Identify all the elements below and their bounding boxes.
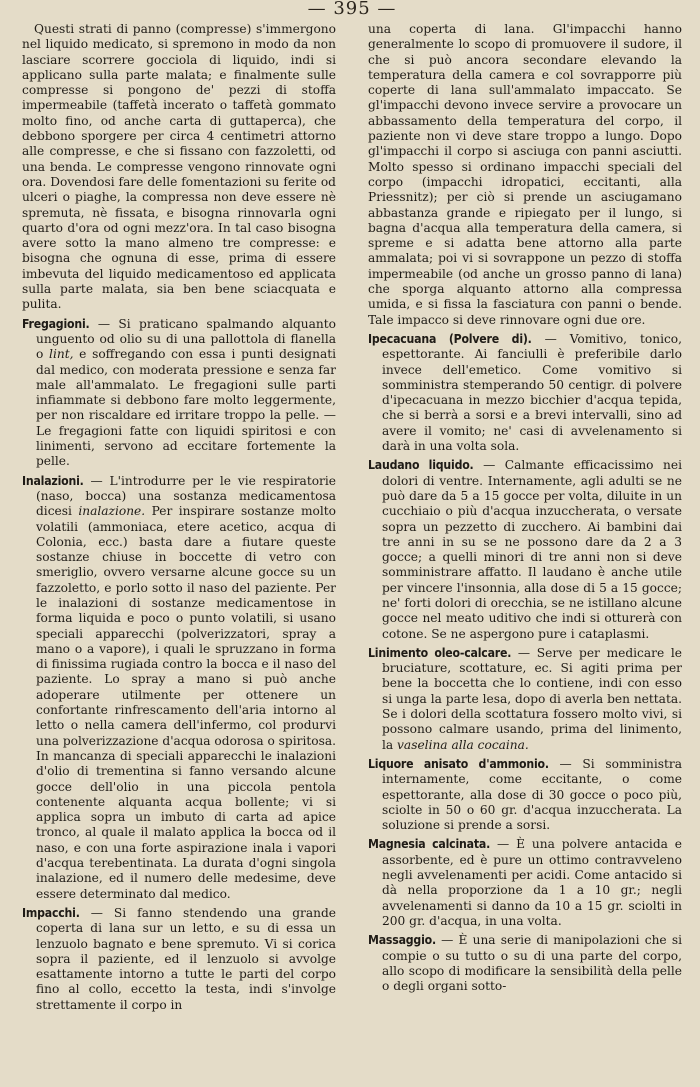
entry-term: Liquore anisato d'ammonio. <box>368 756 549 771</box>
entry-term: Magnesia calcinata. <box>368 837 491 852</box>
entry-text: e soffregando con essa i punti designati dal medico, con moderata pressione e senza far male all'ammalato. Le fregagioni sulle parti infiammate si debbono fare molto leggermente, per non riscaldare ed irritare troppo la pelle. — Le fregagioni fatte con liquidi spiritosi e con linimenti, servono ad eccitare fortemente la pelle. <box>36 347 337 469</box>
entry-term: Impacchi. <box>22 905 80 920</box>
entry-magnesia <box>368 837 682 929</box>
page-number: — 395 — <box>307 0 397 16</box>
entry-italic: inalazione. <box>78 504 146 519</box>
continued-paragraph: Questi strati di panno (compresse) s'immergono nel liquido medicato, si spremono in modo da non lasciare scorrere gocciola di liquido, indi si applicano sulla parte malata; e finalmente sulle compresse si pongono de' pezzi di stoffa impermeabile (taffetà incerato o taffetà gommato molto fino, od anche carta di guttaperca), che debbono sporgere per circa 4 centimetri attorno alle compresse, e che si fissano con fazzoletti, od una benda. Le compresse vengono rinnovate ogni ora. Dovendosi fare delle fomentazioni su ferite od ulceri o piaghe, la compressa non deve essere nè spremuta, nè fissata, e bisogna rinnovarla ogni quarto d'ora od ogni mezz'ora. In tal caso bisogna avere sotto la mano almeno tre compresse: e bisogna che ognuna di esse, prima di essere imbevuta del liquido medicamentoso ed applicata sulla parte malata, sia ben bene sciacquata e pulita. <box>22 22 336 312</box>
entry-text: — Si fanno stendendo una grande coperta di lana sur un letto, e su di essa un lenzuolo bagnato e bene spremuto. Vi si corica sopra il paziente, ed il lenzuolo si avvolge esattamente intorno a tutte le parti del corpo fino al collo, eccetto la testa, indi s'involge strettamente il corpo in <box>36 905 336 1012</box>
entry-italic: vaselina alla cocaina. <box>397 737 529 752</box>
entry-massaggio <box>368 933 682 994</box>
entry-text: Per inspirare sostanze molto volatili (ammoniaca, etere acetico, acqua di Colonia, ecc.) basta dare a fiutare queste sostanze chiuse in boccette di vetro con smeriglio, ovvero versarne alcune gocce su un fazzoletto, e porlo sotto il naso del paziente. Per le inalazioni di sostanze medicamentose in forma liquida e poco o punto volatili, si usano speciali apparecchi (polverizzatori, spray a mano o a vapore), i quali le spruzzano in forma di finissima rugiada contro la bocca e il naso del paziente. Lo spray a mano si può anche adoperare utilmente per ottenere un confortante rinfrescamento dell'aria intorno al letto o nella camera dell'infermo, col produrvi una polverizzazione d'acqua odorosa o spiritosa. In mancanza di speciali apparecchi le inalazioni d'olio di trementina si fanno versando alcune gocce dell'olio in una piccola pentola contenente alquanta acqua bollente; vi si applica sopra un imbuto di carta ad apice tronco, al quale il malato applica la bocca od il naso, e con una forte aspirazione inala i vapori d'acqua terebentinata. La durata d'ogni singola inalazione, ed il numero delle medesime, deve essere determinato dal medico. <box>36 504 337 901</box>
right-column <box>368 22 682 1017</box>
entry-ipecacuana <box>368 332 682 454</box>
two-column-body <box>22 22 682 1017</box>
entry-text: — Si praticano spalmando alquanto unguento od olio su di una pallottola di flanella o <box>36 316 336 362</box>
entry-text: — Si somministra internamente, come eccitante, o come espettorante, alla dose di 30 gocce o poco più, sciolte in 50 o 60 gr. d'acqua inzuccherata. La soluzione si prende a sorsi. <box>382 756 682 833</box>
continued-paragraph: una coperta di lana. Gl'impacchi hanno generalmente lo scopo di promuovere il sudore, il che si può ancora secondare elevando la temperatura della camera e col sovrapporre più coperte di lana sull'ammalato impaccato. Se gl'impacchi devono invece servire a provocare un abbassamento della temperatura del corpo, il paziente non vi deve stare troppo a lungo. Dopo gl'impacchi il corpo si asciuga con panni asciutti. Molto spesso si ordinano impacchi speciali del corpo (impacchi idropatici, eccitanti, alla Priessnitz); per ciò si prende un asciugamano abbastanza grande e ripiegato per il lungo, si bagna d'acqua alla temperatura della camera, si spreme e si adatta bene attorno alla parte ammalata; poi vi si sovrappone un pezzo di stoffa impermeabile (od anche un grosso panno di lana) che sporga alquanto attorno alla compressa umida, e si fissa la fasciatura con panni o bende. Tale impacco si deve rinnovare ogni due ore. <box>368 22 682 327</box>
entry-term: Laudano liquido. <box>368 458 474 473</box>
entry-text: — È una serie di manipolazioni che si compie o su tutto o su di una parte del corpo, allo scopo di modificare la sensibilità della pelle o degli organi sotto- <box>382 933 682 994</box>
entry-term: Massaggio. <box>368 933 436 948</box>
entry-italic: lint, <box>49 347 74 362</box>
entry-laudano <box>368 458 682 642</box>
entry-fregagioni <box>22 317 336 470</box>
entry-text: — Vomitivo, tonico, espettorante. Ai fanciulli è preferibile darlo invece dell'emetico. Come vomitivo si somministra stemperando 50 centigr. di polvere d'ipecacuana in mezzo bicchier d'acqua tepida, che si berrà a sorsi e a brevi intervalli, sino ad avere il vomito; ne' casi di avvelenamento si darà in una volta sola. <box>382 331 683 454</box>
entry-term: Inalazioni. <box>22 473 84 488</box>
entry-linimento <box>368 646 682 753</box>
entry-impacchi <box>22 906 336 1013</box>
entry-text: — Serve per medicare le bruciature, scottature, ec. Si agiti prima per bene la boccetta che lo contiene, indi con esso si unga la parte lesa, dopo di averla ben nettata. Se i dolori della scottatura fossero molto vivi, si possono calmare usando, prima del linimento, la <box>382 645 682 752</box>
left-column <box>22 22 336 1017</box>
entry-text: — È una polvere antacida e assorbente, ed è pure un ottimo contravveleno negli avvelenamenti per acidi. Come antacido si dà nella proporzione da 1 a 10 gr.; negli avvelenamenti si danno da 10 a 15 gr. sciolti in 200 gr. d'acqua, in una volta. <box>382 837 683 928</box>
entry-text: — Calmante efficacissimo nei dolori di ventre. Internamente, agli adulti se ne può dare da 5 a 15 gocce per volta, diluite in un cucchiaio o più d'acqua inzuccherata, o versate sopra un pezzetto di zucchero. Ai bambini dai tre anni in su se ne possono dare da 2 a 3 gocce; a quelli minori di tre anni non si deve somministrare affatto. Il laudano è anche utile per vincere l'insonnia, alla dose di 5 a 15 gocce; ne' forti dolori di orecchia, se ne istillano alcune gocce nel meato uditivo che indi si otturerà con cotone. Se ne aspergono pure i cataplasmi. <box>382 458 682 641</box>
entry-inalazioni <box>22 474 336 902</box>
entry-liquore <box>368 757 682 833</box>
entry-term: Ipecacuana (Polvere di). <box>368 331 532 346</box>
entry-text: — L'introdurre per le vie respiratorie (naso, bocca) una sostanza medicamentosa dicesi <box>36 473 336 519</box>
entry-term: Linimento oleo-calcare. <box>368 645 512 660</box>
entry-term: Fregagioni. <box>22 316 90 331</box>
